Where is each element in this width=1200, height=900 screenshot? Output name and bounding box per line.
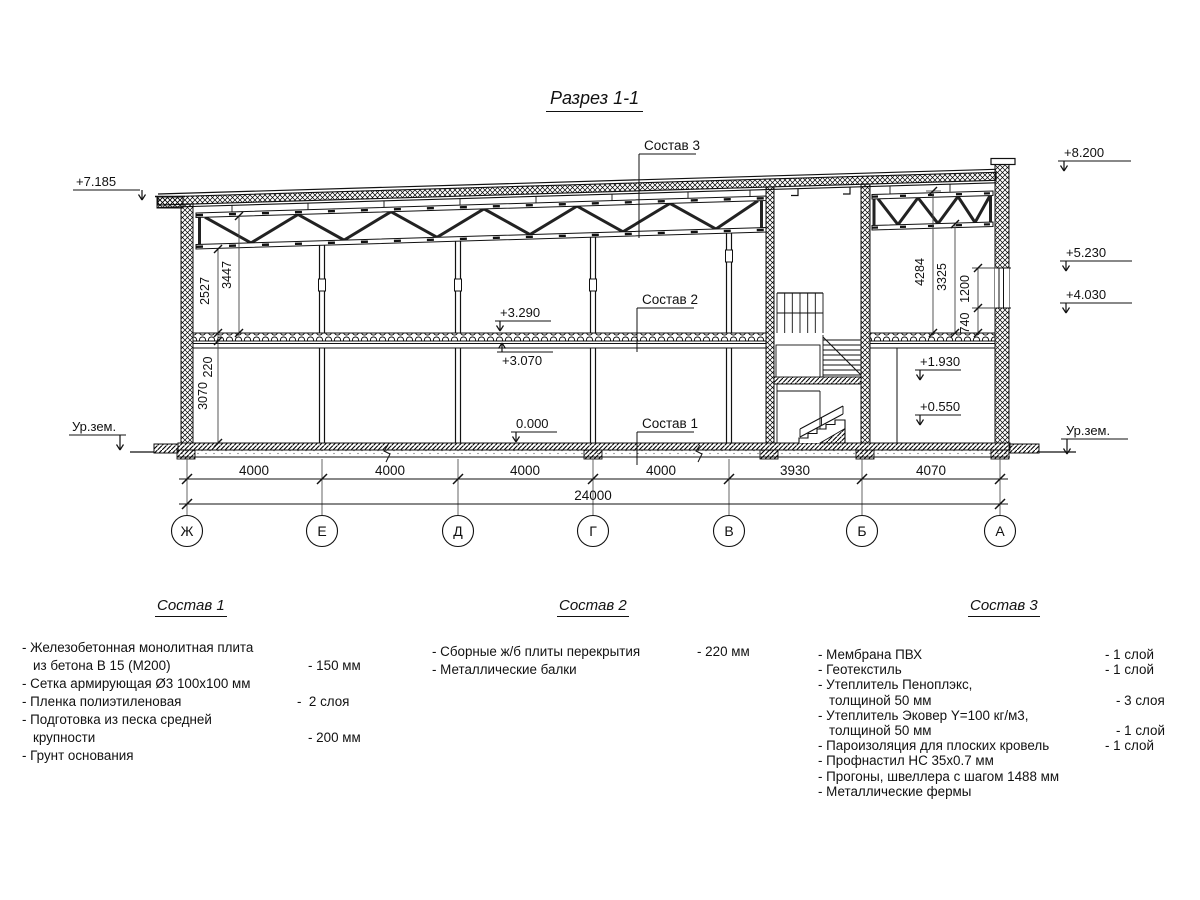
stairwell bbox=[774, 293, 861, 443]
dim-seg-4: 4000 bbox=[645, 463, 677, 478]
axis-d: Д bbox=[453, 523, 463, 539]
dim-seg-2: 4000 bbox=[374, 463, 406, 478]
wall-axis-b bbox=[861, 184, 870, 443]
elev-1930: +1.930 bbox=[920, 354, 961, 369]
ground-level-label-right: Ур.зем. bbox=[1066, 423, 1111, 438]
wall-axis-zh bbox=[181, 204, 193, 443]
comp2-list bbox=[432, 643, 782, 679]
axis-e: Е bbox=[317, 523, 327, 539]
ground-level-label-left: Ур.зем. bbox=[72, 419, 117, 434]
comp2-title: Состав 2 bbox=[557, 597, 629, 617]
dim-3447: 3447 bbox=[220, 261, 234, 289]
lower-flight bbox=[799, 406, 845, 443]
dim-seg-6: 4070 bbox=[915, 463, 947, 478]
axis-g: Г bbox=[589, 523, 597, 539]
elev-0000: 0.000 bbox=[516, 416, 549, 431]
list-item: - Пленка полиэтиленовая - 2 слоя bbox=[22, 694, 350, 709]
elev-3290: +3.290 bbox=[500, 305, 541, 320]
axis-bubbles bbox=[172, 516, 1016, 547]
list-item: толщиной 50 мм - 1 слой bbox=[829, 723, 1165, 739]
upper-railing-grid bbox=[777, 293, 823, 333]
stairwell-left-wall bbox=[766, 187, 774, 443]
window-axis-a bbox=[993, 268, 1011, 308]
parapet-cap bbox=[991, 159, 1015, 165]
dim-1200: 1200 bbox=[958, 275, 972, 303]
list-item: из бетона В 15 (М200) - 150 мм bbox=[33, 658, 361, 673]
axis-zh: Ж bbox=[180, 523, 194, 539]
list-item: - Утеплитель Пеноплэкс, bbox=[818, 677, 973, 693]
dim-seg-3: 4000 bbox=[509, 463, 541, 478]
ground-floor bbox=[130, 443, 1076, 462]
axis-v: В bbox=[724, 523, 734, 539]
list-item: - Геотекстиль - 1 слой bbox=[818, 662, 1154, 678]
dim-seg-1: 4000 bbox=[238, 463, 270, 478]
list-item: - Подготовка из песка средней bbox=[22, 712, 212, 727]
callout-sostav3: Состав 3 bbox=[644, 138, 700, 153]
dim-3325: 3325 bbox=[935, 263, 949, 291]
axis-b: Б bbox=[857, 523, 867, 539]
list-item: - Металлические фермы bbox=[818, 783, 972, 799]
floor-slab-band bbox=[178, 443, 1010, 450]
right-dim-texts bbox=[913, 258, 972, 333]
drawing-title: Разрез 1-1 bbox=[546, 88, 643, 112]
list-item: - Грунт основания bbox=[22, 748, 134, 763]
dim-3070: 3070 bbox=[196, 382, 210, 410]
right-apron bbox=[1009, 444, 1039, 453]
left-eave-bracket bbox=[157, 197, 183, 208]
list-item: - Мембрана ПВХ - 1 слой bbox=[818, 647, 1154, 662]
list-item: - Прогоны, швеллера с шагом 1488 мм bbox=[818, 768, 1060, 784]
list-item: - Железобетонная монолитная плита bbox=[22, 640, 254, 655]
list-item: - Металлические балки bbox=[432, 662, 577, 677]
elev-4030: +4.030 bbox=[1066, 287, 1107, 302]
left-apron bbox=[154, 444, 178, 453]
elev-0550: +0.550 bbox=[920, 399, 961, 414]
comp3-title: Состав 3 bbox=[968, 597, 1040, 617]
bottom-dimension-chain bbox=[179, 458, 1008, 515]
list-item: - Сборные ж/б плиты перекрытия - 220 мм bbox=[432, 644, 750, 659]
axis-a: А bbox=[995, 523, 1005, 539]
second-floor-slab bbox=[193, 333, 995, 443]
comp3-list bbox=[818, 647, 1188, 799]
dim-values bbox=[239, 463, 946, 503]
dim-740: 740 bbox=[958, 312, 972, 334]
dim-seg-5: 3930 bbox=[779, 463, 811, 478]
dim-total: 24000 bbox=[574, 488, 612, 503]
annex-roof-truss bbox=[872, 191, 993, 230]
dim-4284: 4284 bbox=[913, 258, 927, 286]
elev-8200: +8.200 bbox=[1064, 145, 1105, 160]
stair-landing bbox=[774, 377, 861, 384]
dim-2527: 2527 bbox=[198, 277, 212, 305]
elev-5230: +5.230 bbox=[1066, 245, 1107, 260]
comp1-list bbox=[22, 639, 392, 765]
list-item: - Сетка армирующая Ø3 100х100 мм bbox=[22, 676, 251, 691]
comp1-title: Состав 1 bbox=[155, 597, 227, 617]
elev-3070: +3.070 bbox=[502, 353, 543, 368]
list-item: - Профнастил НС 35х0.7 мм bbox=[818, 753, 994, 769]
callout-sostav1: Состав 1 bbox=[642, 416, 698, 431]
callout-sostav2: Состав 2 bbox=[642, 292, 698, 307]
list-item: толщиной 50 мм - 3 слоя bbox=[829, 692, 1165, 708]
upper-flight-elevation bbox=[823, 335, 861, 377]
column-splices bbox=[319, 250, 733, 291]
list-item: крупности - 200 мм bbox=[33, 730, 361, 745]
list-item: - Утеплитель Эковер Y=100 кг/м3, bbox=[818, 707, 1029, 723]
dim-220: 220 bbox=[201, 356, 215, 378]
under-flight-room bbox=[776, 345, 820, 377]
list-item: - Пароизоляция для плоских кровель - 1 слой bbox=[818, 738, 1154, 754]
elev-7185: +7.185 bbox=[76, 174, 117, 189]
